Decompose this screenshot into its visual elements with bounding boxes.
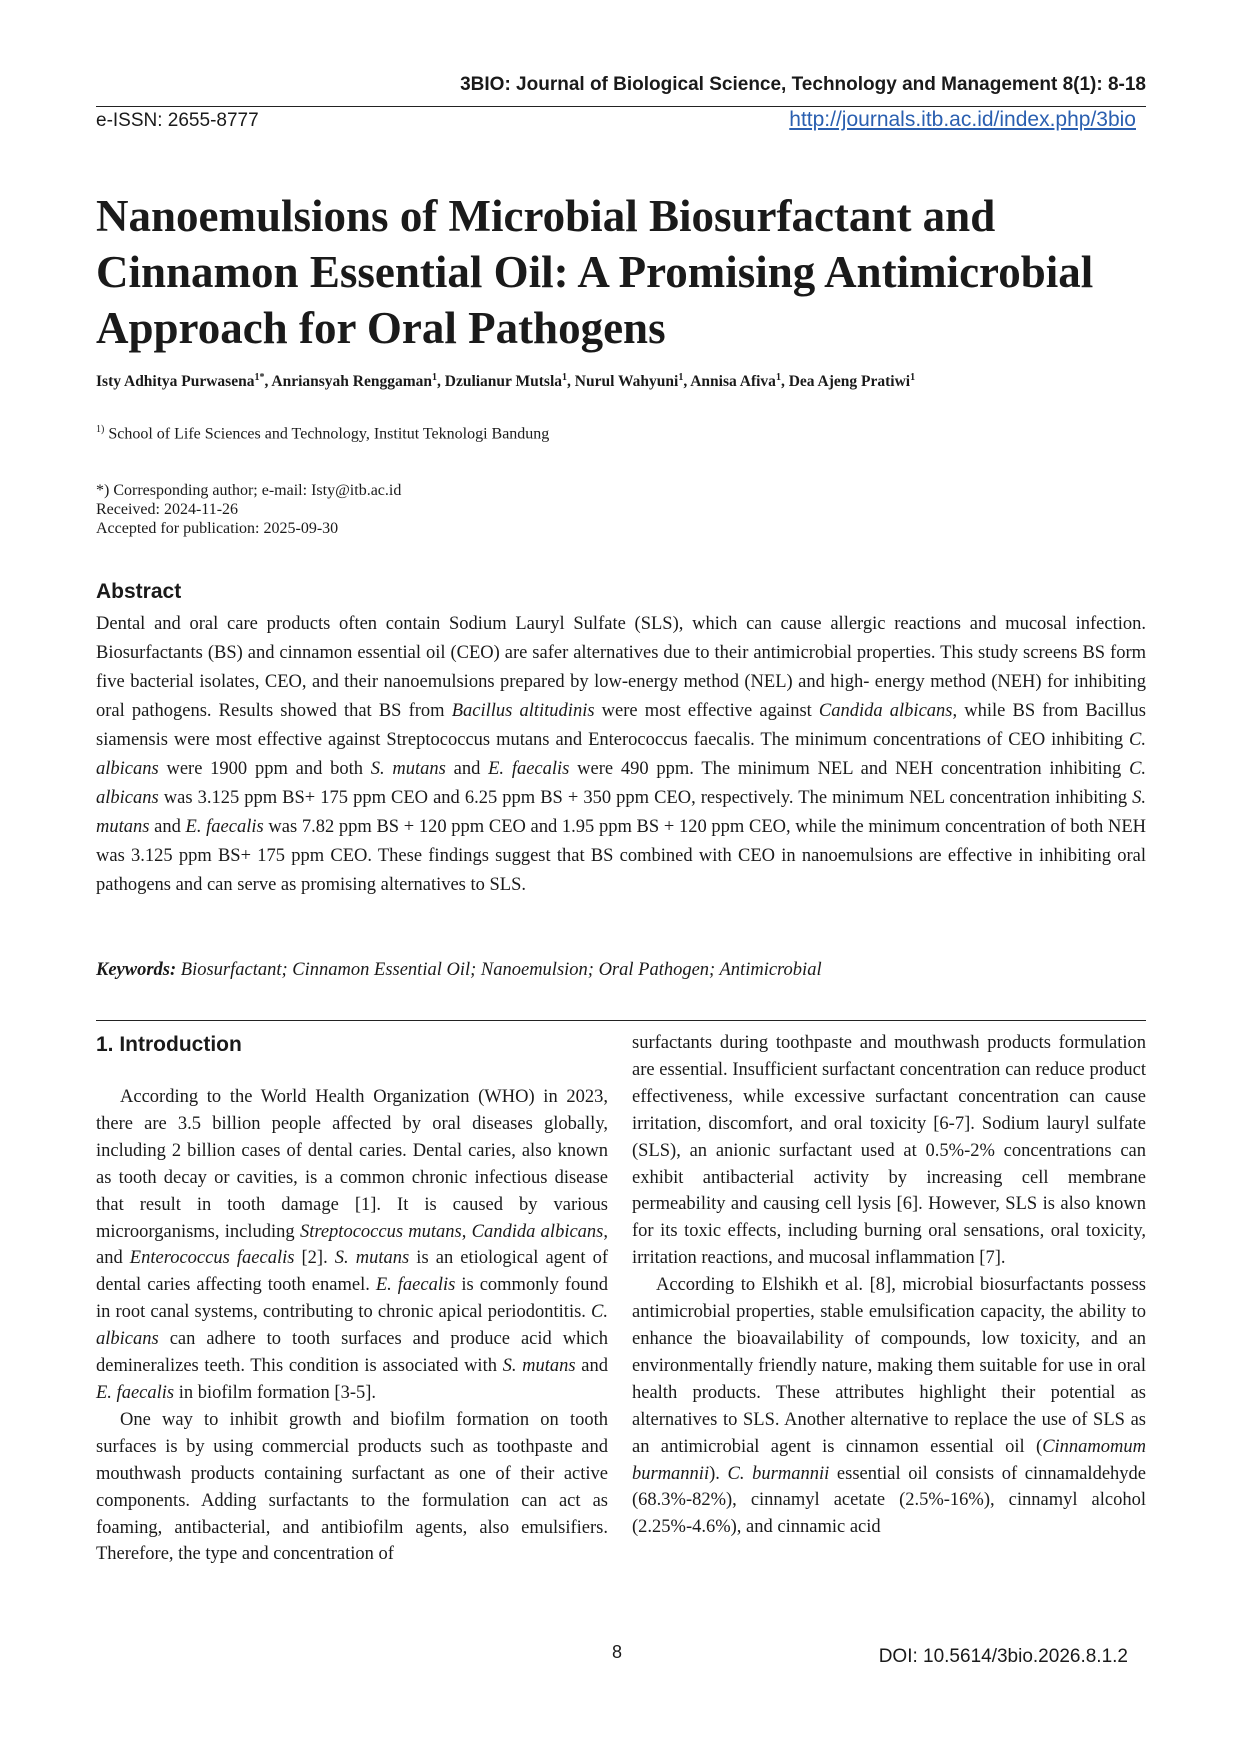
text-run: is commonly found in root canal systems, contributing to chronic apical periodontitis. xyxy=(96,1275,609,1323)
intro-paragraph-3 xyxy=(632,1030,1146,1272)
text-run: According to Elshikh et al. [8], microbial biosurfactants possess antimicrobial properties, stable emulsification capacity, the ability to enhance the bioavailability of compounds, low toxicity, and an environmentally friendly nature, making them suitable for use in oral health products. These attributes highlight their potential as alternatives to SLS. Another alternative to replace the use of SLS as an antimicrobial agent is cinnamon essential oil ( xyxy=(632,1275,1146,1457)
italic-term: Bacillus altitudinis xyxy=(451,701,595,721)
italic-term: Candida albicans xyxy=(471,1221,604,1242)
affiliation xyxy=(96,424,549,443)
page-number: 8 xyxy=(612,1642,623,1662)
header-divider xyxy=(96,106,1146,107)
author-sup: 1 xyxy=(562,372,568,383)
italic-term: S. mutans xyxy=(370,759,446,779)
italic-term: Candida albicans xyxy=(818,701,953,721)
author: Isty Adhitya Purwasena xyxy=(96,373,255,391)
text-run: and xyxy=(575,1356,608,1377)
text-run: and xyxy=(445,759,489,779)
text-run: was 3.125 ppm BS+ 175 ppm CEO and 6.25 ppm BS + 350 ppm CEO, respectively. The minimum NEL concentration inhibiting xyxy=(158,788,1133,808)
text-run: were 1900 ppm and both xyxy=(158,759,371,779)
accepted-date: Accepted for publication: 2025-09-30 xyxy=(96,520,339,537)
italic-term: S. mutans xyxy=(502,1356,576,1377)
author-sup: 1* xyxy=(254,372,265,383)
italic-term: C. albicans xyxy=(96,730,1146,779)
abstract-heading: Abstract xyxy=(96,580,182,603)
text-run: was 7.82 ppm BS + 120 ppm CEO and 1.95 ppm BS + 120 ppm CEO, while the minimum concentration of both NEH was 3.125 ppm BS+ 175 ppm CEO. These findings suggest that BS combined with CEO in nanoemulsions are effective in inhibiting oral pathogens and can serve as promising alternatives to SLS. xyxy=(96,817,1147,895)
intro-paragraph-2 xyxy=(96,1407,608,1568)
intro-paragraph-4 xyxy=(632,1272,1146,1541)
affiliation-text: School of Life Sciences and Technology, Institut Teknologi Bandung xyxy=(104,425,550,443)
author-list: Isty Adhitya Purwasena$^{1*}$, Anriansyah Renggaman$^1$, Dzulianur Mutsla$^1$, Nurul Wahyuni$^1$, Annisa Afiva$^1$, Dea Ajeng Pratiwi$^1$ xyxy=(96,372,916,391)
intro-paragraph-1 xyxy=(96,1084,608,1407)
italic-term: S. mutans xyxy=(96,788,1146,837)
text-run: One way to inhibit growth and biofilm formation on tooth surfaces is by using commercial products such as toothpaste and mouthwash products containing surfactant as one of their active components. Adding surfactants to the formulation can act as foaming, antibacterial, and antibiofilm agents, also emulsifiers. Therefore, the type and concentration of xyxy=(96,1409,608,1565)
abstract-text xyxy=(96,610,1146,900)
italic-term: C. burmannii xyxy=(727,1463,830,1484)
body-column-left xyxy=(96,1030,608,1568)
journal-link[interactable]: http://journals.itb.ac.id/index.php/3bio xyxy=(789,108,1136,131)
issn: e-ISSN: 2655-8777 xyxy=(96,110,259,131)
affiliation-sup: 1) xyxy=(96,424,105,435)
text-run: and xyxy=(149,817,186,837)
italic-term: E. faecalis xyxy=(96,1382,175,1403)
author-sup: 1 xyxy=(775,372,781,383)
body-column-right xyxy=(632,1030,1146,1541)
italic-term: Enterococcus faecalis xyxy=(129,1248,295,1269)
text-run: were most effective against xyxy=(594,701,819,721)
italic-term: C. albicans xyxy=(96,1302,608,1350)
italic-term: E. faecalis xyxy=(185,817,264,837)
italic-term: Cinnamomum burmannii xyxy=(632,1436,1146,1484)
italic-term: E. faecalis xyxy=(488,759,570,779)
italic-term: Streptococcus mutans xyxy=(299,1221,462,1242)
correspondence-block xyxy=(96,481,401,538)
text-run: were 490 ppm. The minimum NEL and NEH concentration inhibiting xyxy=(569,759,1130,779)
introduction-heading: 1. Introduction xyxy=(96,1033,242,1056)
received-date: Received: 2024-11-26 xyxy=(96,501,239,518)
keywords-label: Keywords: xyxy=(96,960,177,980)
text-run: , and xyxy=(96,1221,608,1269)
text-run: [2]. xyxy=(294,1248,335,1269)
author: Anriansyah Renggaman xyxy=(271,373,432,391)
text-run: ). xyxy=(709,1463,728,1484)
text-run: surfactants during toothpaste and mouthwash products formulation are essential. Insufficient surfactant concentration can reduce product effectiveness, while excessive surfactant concentration can cause irritation, discomfort, and oral toxicity [6-7]. Sodium lauryl sulfate (SLS), an anionic surfactant used at 0.5%-2% concentrations can exhibit antibacterial activity by increasing cell membrane permeability and causing cell lysis [6]. However, SLS is also known for its toxic effects, including burning oral sensations, oral toxicity, irritation reactions, and mucosal inflammation [7]. xyxy=(632,1033,1146,1269)
text-run: can adhere to tooth surfaces and produce acid which demineralizes teeth. This condition is associated with xyxy=(96,1329,608,1377)
author-sup: 1 xyxy=(910,372,916,383)
author: Dzulianur Mutsla xyxy=(444,373,563,391)
text-run: , xyxy=(461,1221,472,1242)
text-run: in biofilm formation [3-5]. xyxy=(174,1382,377,1403)
paper-title: Nanoemulsions of Microbial Biosurfactant and Cinnamon Essential Oil: A Promising Antimicrobial Approach for Oral Pathogens xyxy=(96,191,1094,353)
body-divider xyxy=(96,1020,1146,1021)
text-run: , while BS from Bacillus siamensis were most effective against Streptococcus mutans and Enterococcus faecalis. The minimum concentrations of CEO inhibiting xyxy=(96,701,1146,750)
author: Annisa Afiva xyxy=(690,373,776,391)
text-run: is an etiological agent of dental caries affecting tooth enamel. xyxy=(96,1248,608,1296)
doi: DOI: 10.5614/3bio.2026.8.1.2 xyxy=(878,1646,1128,1667)
author: Nurul Wahyuni xyxy=(574,373,679,391)
corresponding-author: *) Corresponding author; e-mail: Isty@itb.ac.id xyxy=(96,482,402,499)
author-sup: 1 xyxy=(678,372,684,383)
journal-name: 3BIO: Journal of Biological Science, Technology and Management 8(1): 8-18 xyxy=(460,74,1146,95)
author: Dea Ajeng Pratiwi xyxy=(788,373,911,391)
text-run: essential oil consists of cinnamaldehyde (68.3%-82%), cinnamyl acetate (2.5%-16%), cinnamyl alcohol (2.25%-4.6%), and cinnamic acid xyxy=(632,1463,1146,1538)
text-run: Dental and oral care products often contain Sodium Lauryl Sulfate (SLS), which can cause allergic reactions and mucosal infection. Biosurfactants (BS) and cinnamon essential oil (CEO) are safer alternatives due to their antimicrobial properties. This study screens BS form five bacterial isolates, CEO, and their nanoemulsions prepared by low-energy method (NEL) and high- energy method (NEH) for inhibiting oral pathogens. Results showed that BS from xyxy=(96,614,1146,721)
keywords xyxy=(96,960,822,981)
italic-term: S. mutans xyxy=(334,1248,410,1269)
text-run: According to the World Health Organization (WHO) in 2023, there are 3.5 billion people affected by oral diseases globally, including 2 billion cases of dental caries. Dental caries, also known as tooth decay or cavities, is a common chronic infectious disease that result in tooth damage [1]. It is caused by various microorganisms, including xyxy=(96,1087,608,1242)
keywords-list: Biosurfactant; Cinnamon Essential Oil; Nanoemulsion; Oral Pathogen; Antimicrobial xyxy=(176,960,822,980)
author-sup: 1 xyxy=(432,372,437,383)
italic-term: E. faecalis xyxy=(375,1275,456,1296)
italic-term: C. albicans xyxy=(96,759,1147,808)
